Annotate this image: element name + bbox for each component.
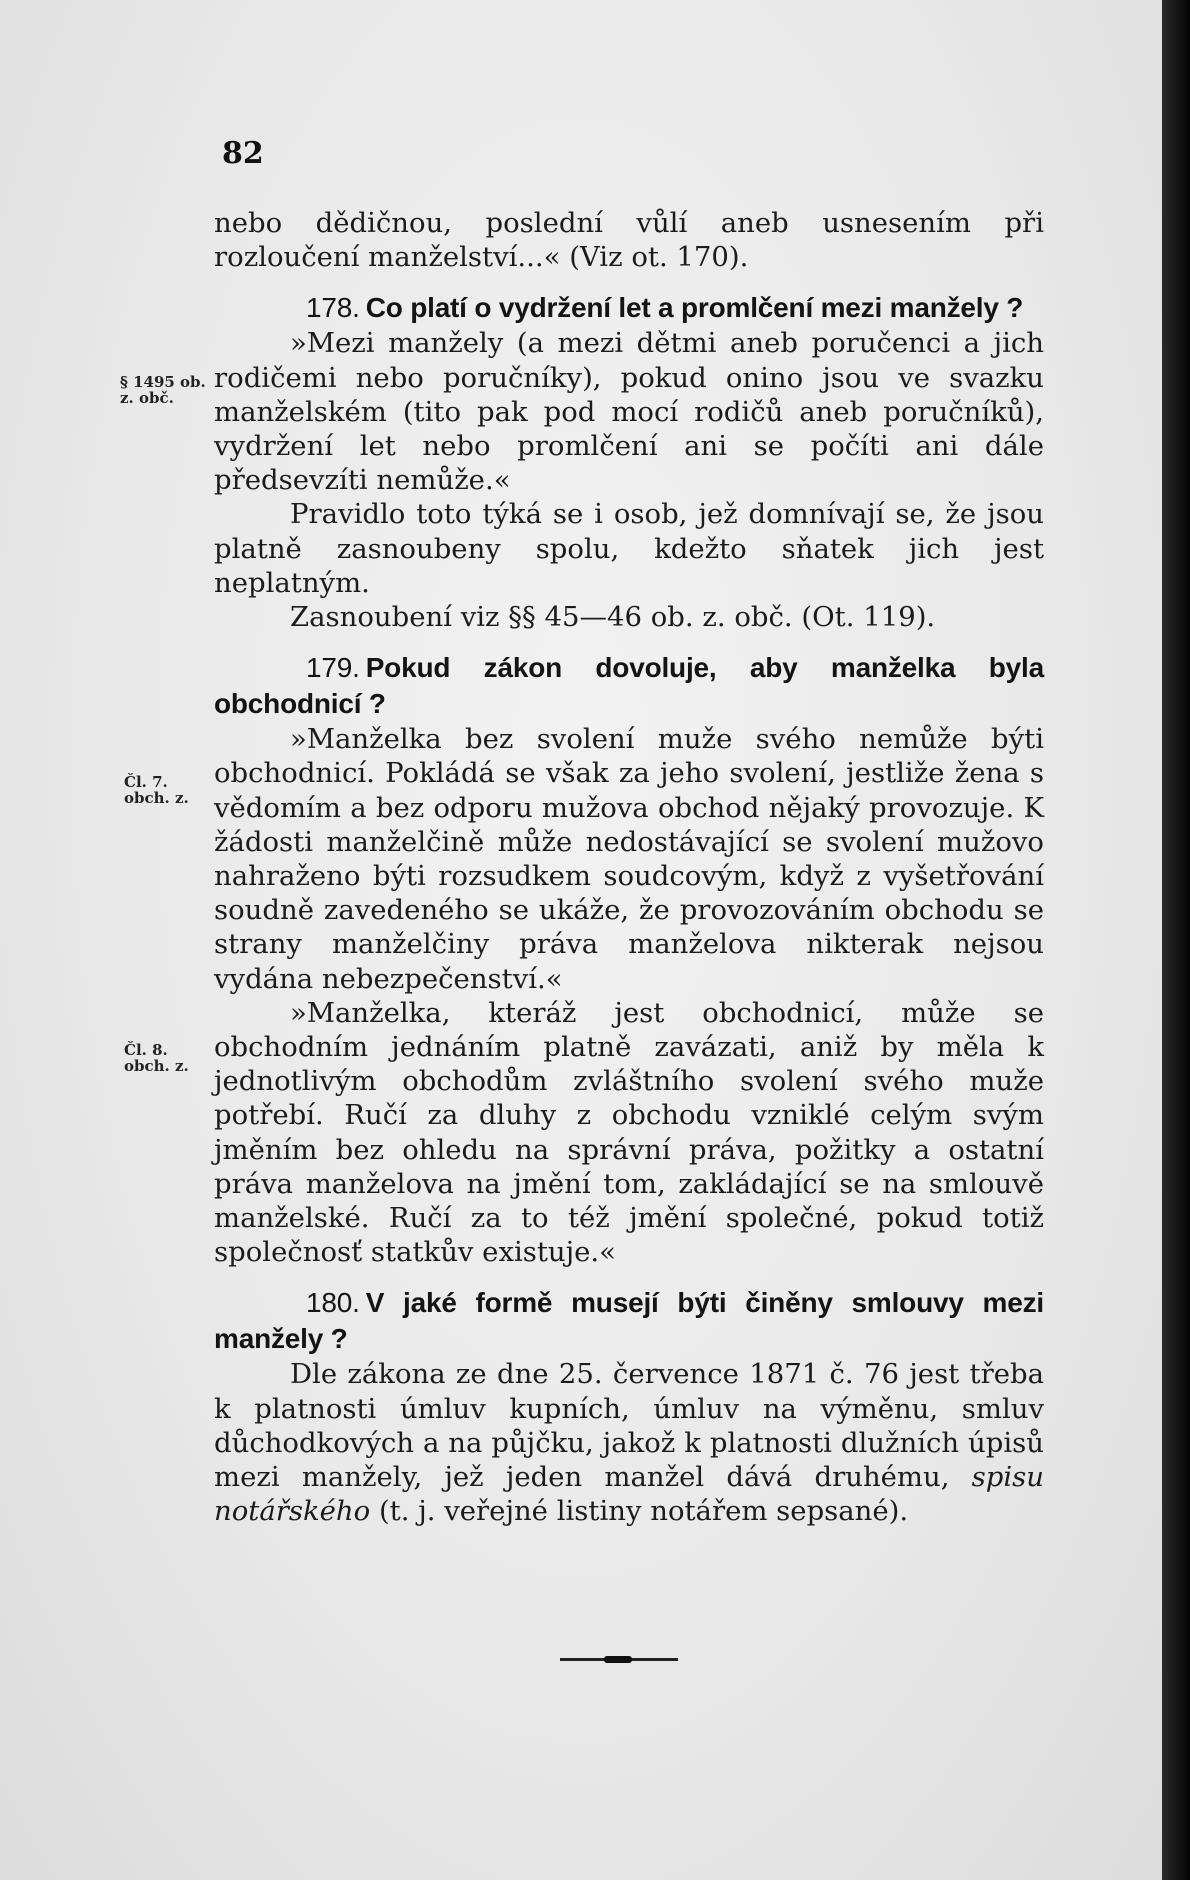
continuation-paragraph: nebo dědičnou, poslední vůlí aneb usnesením při rozloučení manželství...« (Viz ot. 170). bbox=[214, 207, 1044, 274]
margin-note-1-line1: § 1495 ob. bbox=[120, 373, 206, 391]
question-180-title: V jaké formě musejí býti činěny smlouvy mezi manžely ? bbox=[214, 1287, 1044, 1355]
question-178-reference: Zasnoubení viz §§ 45—46 ob. z. obč. (Ot. 119). bbox=[290, 601, 936, 634]
question-179-title: Pokud zákon dovoluje, aby manželka byla obchodnicí ? bbox=[214, 652, 1044, 720]
question-178-rule: Pravidlo toto týká se i osob, jež domnívají se, že jsou platně zasnoubeny spolu, kdežto sňatek jich jest neplatným. bbox=[214, 498, 1044, 599]
question-180-heading bbox=[214, 1285, 1044, 1357]
question-178-title: Co platí o vydržení let a promlčení mezi manžely ? bbox=[365, 292, 1024, 324]
question-180-text-before: Dle zákona ze dne 25. července 1871 č. 76 jest třeba k platnosti úmluv kupních, úmluv na výměnu, smluv důchodkových a na půjčku, jakož k platnosti dlužních úpisů mezi manžely, jež jeden manžel dává druhému, bbox=[214, 1358, 1044, 1494]
margin-note-2 bbox=[124, 774, 189, 806]
margin-note-1 bbox=[120, 374, 206, 406]
question-178-heading bbox=[214, 290, 1044, 326]
question-180-text-after: (t. j. veřejné listiny notářem sepsané). bbox=[378, 1495, 909, 1528]
end-ornament bbox=[560, 1658, 678, 1661]
margin-note-2-line2: obch. z. bbox=[124, 789, 189, 807]
question-179-number: 179. bbox=[306, 652, 360, 684]
question-180-italic-term: spisu notářského bbox=[214, 1461, 1045, 1528]
margin-note-3 bbox=[124, 1042, 189, 1074]
question-178-number: 178. bbox=[306, 292, 360, 324]
margin-note-2-line1: Čl. 7. bbox=[124, 773, 168, 791]
question-180-number: 180. bbox=[306, 1287, 360, 1319]
question-178-quote: »Mezi manžely (a mezi dětmi aneb poručenci a jich rodičemi nebo poručníky), pokud onino jsou ve svazku manželském (tito pak pod mocí rodičů aneb poručníků), vydržení let nebo promlčení ani se počíti ani dále předsevzíti nemůže.« bbox=[214, 327, 1044, 497]
margin-note-3-line1: Čl. 8. bbox=[124, 1041, 168, 1059]
question-179-quote-1: »Manželka bez svolení muže svého nemůže býti obchodnicí. Pokládá se však za jeho svolení, jestliže žena s vědomím a bez odporu mužova obchod nějaký provozuje. K žádosti manželčině může nedostávající se svolení mužovo nahraženo býti rozsudkem soudcovým, když z vyšetřování soudně zavedeného se ukáže, že provozováním obchodu se strany manželčiny práva manželova nikterak nejsou vydána nebezpečenství.« bbox=[214, 723, 1044, 995]
page-body bbox=[214, 206, 1044, 1529]
margin-note-1-line2: z. obč. bbox=[120, 389, 174, 407]
question-180-text bbox=[214, 1357, 1044, 1528]
margin-note-3-line2: obch. z. bbox=[124, 1057, 189, 1075]
question-179-quote-2: »Manželka, kteráž jest obchodnicí, může se obchodním jednáním platně zavázati, aniž by měla k jednotlivým obchodům zvláštního svolení svého muže potřebí. Ručí za dluhy z obchodu vzniklé celým svým jměním bez ohledu na správní práva, požitky a ostatní práva manželova na jmění tom, zakládající se na smlouvě manželské. Ručí za to též jmění společné, pokud totiž společnosť statkův existuje.« bbox=[214, 996, 1044, 1269]
scan-dark-edge bbox=[1162, 0, 1190, 1880]
page-number: 82 bbox=[222, 136, 264, 171]
question-179-heading bbox=[214, 650, 1044, 722]
